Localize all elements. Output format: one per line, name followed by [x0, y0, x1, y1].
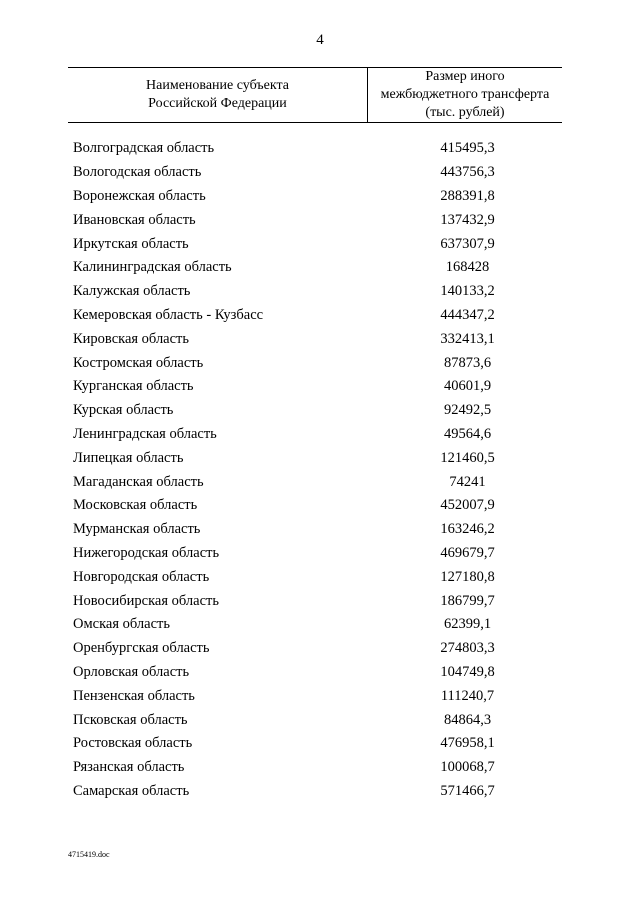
subject-name: Курганская область [73, 378, 194, 395]
table-row [73, 518, 562, 542]
transfer-amount: 104749,8 [440, 663, 495, 680]
subject-name: Мурманская область [73, 521, 201, 538]
subject-name: Ростовская область [73, 735, 193, 752]
subject-name: Оренбургская область [73, 640, 210, 657]
transfer-amount: 415495,3 [440, 140, 495, 157]
transfer-amount: 92492,5 [443, 402, 492, 419]
subject-name: Пензенская область [73, 687, 195, 704]
transfer-amount: 186799,7 [440, 592, 495, 609]
transfer-amount: 288391,8 [440, 187, 495, 204]
transfer-amount: 137432,9 [440, 211, 495, 228]
transfer-amount: 452007,9 [440, 497, 495, 514]
transfer-amount: 40601,9 [443, 378, 492, 395]
transfer-amount: 571466,7 [440, 782, 495, 799]
document-filename: 4715419.doc [68, 850, 110, 859]
table-row [73, 208, 562, 232]
table-row [73, 661, 562, 685]
table-row [73, 542, 562, 566]
table-row [73, 780, 562, 804]
subject-name: Нижегородская область [73, 544, 220, 561]
column-header-subject: Наименование субъекта Российской Федерации [68, 68, 368, 122]
subject-name: Московская область [73, 497, 198, 514]
transfer-amount: 49564,6 [443, 425, 492, 442]
table-row [73, 732, 562, 756]
subject-name: Калужская область [73, 283, 191, 300]
table-row [73, 589, 562, 613]
subject-name: Новосибирская область [73, 592, 219, 609]
table-row [73, 304, 562, 328]
subject-name: Самарская область [73, 782, 190, 799]
table-row [73, 470, 562, 494]
table-row [73, 613, 562, 637]
transfer-amount: 637307,9 [440, 235, 495, 252]
table-row [73, 137, 562, 161]
subject-name: Иркутская область [73, 235, 189, 252]
subject-name: Кировская область [73, 330, 190, 347]
subject-name: Ивановская область [73, 211, 196, 228]
subject-name: Ленинградская область [73, 425, 217, 442]
transfer-amount: 111240,7 [440, 687, 495, 704]
table-body [73, 137, 562, 803]
table-row [73, 708, 562, 732]
transfer-amount: 443756,3 [440, 164, 495, 181]
subject-name: Костромская область [73, 354, 204, 371]
transfer-amount: 84864,3 [443, 711, 492, 728]
transfer-amount: 121460,5 [440, 449, 495, 466]
table-row [73, 565, 562, 589]
subject-name: Липецкая область [73, 449, 184, 466]
transfer-amount: 163246,2 [440, 521, 495, 538]
subject-name: Омская область [73, 616, 170, 633]
table-row [73, 684, 562, 708]
table-row [73, 375, 562, 399]
table-row [73, 161, 562, 185]
table-row [73, 280, 562, 304]
table-row [73, 351, 562, 375]
table-row [73, 185, 562, 209]
subject-name: Рязанская область [73, 759, 185, 776]
subject-name: Волгоградская область [73, 140, 215, 157]
transfer-amount: 87873,6 [443, 354, 492, 371]
transfer-amount: 469679,7 [440, 544, 495, 561]
transfer-amount: 274803,3 [440, 640, 495, 657]
column-header-transfer-amount: Размер иного межбюджетного трансферта (тыс. рублей) [380, 69, 550, 120]
subject-name: Курская область [73, 402, 174, 419]
table-row [73, 256, 562, 280]
page-number: 4 [316, 32, 324, 48]
table-row [73, 446, 562, 470]
subject-name: Калининградская область [73, 259, 232, 276]
transfer-amount: 332413,1 [440, 330, 495, 347]
table-row [73, 423, 562, 447]
table-row [73, 637, 562, 661]
table-row [73, 399, 562, 423]
table-row [73, 494, 562, 518]
subject-name: Кемеровская область - Кузбасс [73, 306, 264, 323]
subject-name: Псковская область [73, 711, 188, 728]
transfer-amount: 140133,2 [440, 283, 495, 300]
subject-name: Вологодская область [73, 164, 202, 181]
subject-name: Магаданская область [73, 473, 204, 490]
transfer-amount: 100068,7 [440, 759, 495, 776]
transfer-amount: 74241 [449, 473, 486, 490]
subject-name: Воронежская область [73, 187, 206, 204]
transfer-amount: 444347,2 [440, 306, 495, 323]
table-row [73, 232, 562, 256]
table-row [73, 327, 562, 351]
subject-name: Новгородская область [73, 568, 210, 585]
table-header [68, 67, 562, 123]
transfer-amount: 62399,1 [443, 616, 492, 633]
transfer-amount: 476958,1 [440, 735, 495, 752]
subject-name: Орловская область [73, 663, 190, 680]
transfer-amount: 127180,8 [440, 568, 495, 585]
transfer-amount: 168428 [445, 259, 490, 276]
table-row [73, 756, 562, 780]
